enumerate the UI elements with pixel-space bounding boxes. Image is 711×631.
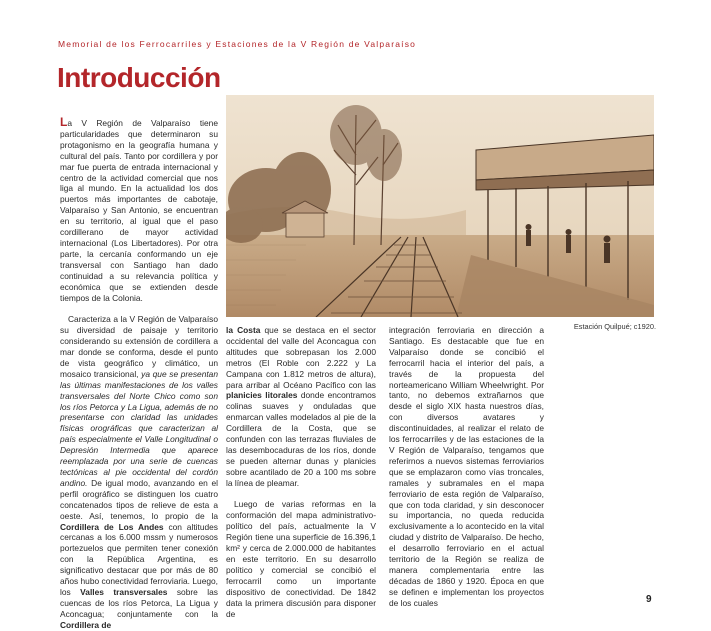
paragraph-2 xyxy=(60,314,218,630)
text-column-1 xyxy=(60,117,218,631)
running-header: Memorial de los Ferrocarriles y Estaciones de la V Región de Valparaíso xyxy=(58,39,417,49)
sepia-railway-illustration xyxy=(226,95,654,317)
c2-paragraph-2: Luego de varias reformas en la conformación del mapa administrativo-político del país, actualmente la V Región tiene una superficie de 16.396,1 km² y cerca de 2.000.000 de habitantes en este territorio. En su desarrollo político y comercial se concibió el ferrocarril como un importante dispositivo de conectividad. De 1842 data la primera discusión para disponer de xyxy=(226,499,376,619)
p2-bold-valles: Valles transversales xyxy=(80,586,168,597)
c2-p1-part-b: donde encontramos colinas suaves y onduladas que enmarcan valles modelados al pie de la Cordillera de la Costa, que se confunden con las terrazas fluviales de las desembocaduras de los ríos, donde se pueden alternar dunas y planicies sobre acantilado de 20 a 100 ms sobre la línea de pleamar. xyxy=(226,390,376,488)
photo-caption: Estación Quilpué; c1920. xyxy=(573,322,656,331)
drop-cap: L xyxy=(60,115,68,129)
c2-bold-planicies: planicies litorales xyxy=(226,390,298,401)
page-number: 9 xyxy=(646,594,652,605)
paragraph-1-text: a V Región de Valparaíso tiene particularidades que determinaron su protagonismo en la geografía humana y cultural del país. Tanto por cordillera y por mar fue puerta de entrada internacional y centro de la actividad comercial que nos liga al mundo. En la actualidad los dos puertos más importantes de cabotaje, Valparaíso y San Antonio, se encuentran en su territorio, al igual que el paso cordillerano de mayor actividad internacional (Los Libertadores). Por otra parte, la cercanía conformando un eje transversal con Santiago han dado continuidad a su relevancia política y económica que se extienden desde tiempos de la Colonia. xyxy=(60,118,218,303)
c2-p1-part-a: que se destaca en el sector occidental del valle del Aconcagua con altitudes que sobrepasan los 2.000 metros (El Roble con 2.222 y La Campana con 1.812 metros de altura), para arribar al Océano Pacífico con las xyxy=(226,325,376,390)
c3-paragraph-1: integración ferroviaria en dirección a Santiago. Es destacable que fue en Valparaíso donde se concibió el ferrocarril hacia el interior del país, a través de la propuesta del norteamericano William Wheelwright. Por tanto, no debemos extrañarnos que desde el siglo XIX hasta nuestros días, con diversos avatares y discontinuidades, al realizar el relato de los ferrocarriles y de las estaciones de la V Región de Valparaíso, tengamos que referirnos a nuevos sistemas ferroviarios que se emplazaron como vías troncales, ramales y subramales en el mapa ferroviario de esta región de Valparaíso, que con toda claridad, y sin desconocer su importancia, no queda reducida exclusivamente a lo acontecido en la vital ciudad y distrito de Valparaíso. De hecho, el desarrollo ferroviario en el actual territorio de la Región se realiza de manera complementaria entre las décadas de 1860 y 1920. Época en que se definen e implementan los proyectos de los cuales xyxy=(389,325,544,608)
c2-paragraph-1 xyxy=(226,325,376,489)
paragraph-1 xyxy=(60,117,218,303)
p2-italic-quote: ya que se presentan las últimas manifestaciones de los valles transversales del Norte Chico como son los ríos Petorca y La Ligua, además de no presentarse con claridad las unidades físicas orográficas que caracterizan al país especialmente el Valle Longitudinal o Depresión Intermedia que aparece reemplazada por una serie de cuencas tectónicas al pie occidental del cordón andino. xyxy=(60,368,218,488)
p2-part-b: De igual modo, avanzando en el perfil orográfico se distinguen los cuatro concatenados tipos de relieve de esta a oeste. Así, tenemos, lo propio de la xyxy=(60,477,218,521)
p2-bold-cordillera-andes: Cordillera de Los Andes xyxy=(60,521,164,532)
p2-part-c: con altitudes cercanas a los 6.000 mssm y numerosos portezuelos que permiten tener conexión con la República Argentina, es significativo destacar que por más de 80 años hubo conectividad ferroviaria. Luego, los xyxy=(60,521,218,597)
p2-bold-cordillera-costa: Cordillera de xyxy=(60,619,112,630)
c2-bold-costa: la Costa xyxy=(226,325,261,335)
text-column-3 xyxy=(389,325,544,609)
page-title: Introducción xyxy=(57,62,221,93)
station-photo xyxy=(226,95,654,317)
p2-part-d: sobre las cuencas de los ríos Petorca, La Ligua y Aconcagua; conjuntamente con la xyxy=(60,586,218,619)
p2-part-a: Caracteriza a la V Región de Valparaíso su diversidad de paisaje y territorio considerando su extensión de cordillera a mar donde se conforma, desde el punto de vista geográfico y climático, un mosaico transicional, xyxy=(60,314,218,379)
text-column-2 xyxy=(226,325,376,619)
